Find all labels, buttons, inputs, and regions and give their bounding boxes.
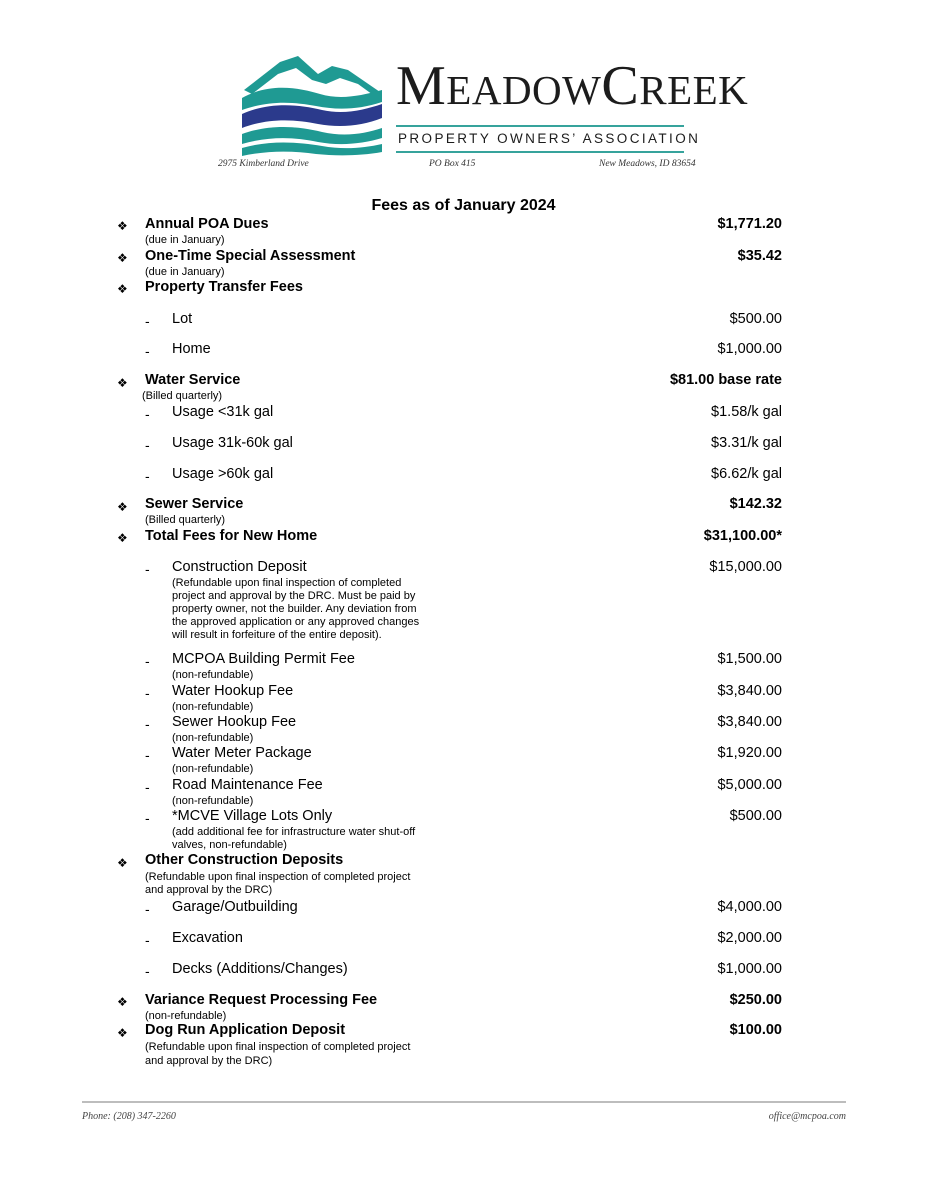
other-deposits-label: Other Construction Deposits xyxy=(145,852,344,868)
mcve-note-1: (add additional fee for infrastructure water shut-off xyxy=(172,826,416,838)
bullet-icon: ❖ xyxy=(117,282,128,296)
construction-deposit-note-1: (Refundable upon final inspection of completed xyxy=(172,577,402,589)
dash-icon: - xyxy=(145,779,150,795)
bullet-icon: ❖ xyxy=(117,531,128,545)
dash-icon: - xyxy=(145,468,150,484)
bullet-icon: ❖ xyxy=(117,856,128,870)
brand-second-cap: C xyxy=(601,55,640,117)
dash-icon: - xyxy=(145,932,150,948)
bullet-icon: ❖ xyxy=(117,1026,128,1040)
excavation-label: Excavation xyxy=(172,930,243,946)
brand-divider-bottom xyxy=(396,151,684,153)
dash-icon: - xyxy=(145,747,150,763)
new-home-amount: $31,100.00* xyxy=(703,528,782,544)
bullet-icon: ❖ xyxy=(117,995,128,1009)
brand-divider-top xyxy=(396,125,684,127)
water-hookup-note: (non-refundable) xyxy=(172,701,254,713)
annual-dues-amount: $1,771.20 xyxy=(717,216,782,232)
association-name: PROPERTY OWNERS’ ASSOCIATION xyxy=(398,131,701,146)
other-deposits-note-1: (Refundable upon final inspection of completed project xyxy=(145,871,411,883)
mcve-label: *MCVE Village Lots Only xyxy=(172,808,333,824)
water-usage-3-label: Usage >60k gal xyxy=(172,466,274,482)
sewer-hookup-amount: $3,840.00 xyxy=(717,714,782,730)
garage-label: Garage/Outbuilding xyxy=(172,899,298,915)
road-maintenance-amount: $5,000.00 xyxy=(717,777,782,793)
footer-phone: Phone: (208) 347-2260 xyxy=(82,1111,176,1122)
brand-second-rest: REEK xyxy=(639,67,749,113)
bullet-icon: ❖ xyxy=(117,251,128,265)
transfer-fees-label: Property Transfer Fees xyxy=(145,279,303,295)
dash-icon: - xyxy=(145,653,150,669)
special-assessment-amount: $35.42 xyxy=(737,248,782,264)
dash-icon: - xyxy=(145,963,150,979)
construction-deposit-note-4: the approved application or any approved changes xyxy=(172,616,420,628)
annual-dues-note: (due in January) xyxy=(145,234,225,246)
special-assessment-note: (due in January) xyxy=(145,266,225,278)
dash-icon: - xyxy=(145,561,150,577)
building-permit-note: (non-refundable) xyxy=(172,669,254,681)
page-title: Fees as of January 2024 xyxy=(371,197,556,214)
variance-amount: $250.00 xyxy=(729,992,782,1008)
new-home-label: Total Fees for New Home xyxy=(145,528,318,544)
water-service-amount: $81.00 base rate xyxy=(669,372,782,388)
variance-label: Variance Request Processing Fee xyxy=(145,992,378,1008)
water-usage-2-amount: $3.31/k gal xyxy=(711,435,782,451)
road-maintenance-label: Road Maintenance Fee xyxy=(172,777,323,793)
transfer-lot-amount: $500.00 xyxy=(729,311,782,327)
sewer-hookup-note: (non-refundable) xyxy=(172,732,254,744)
water-usage-1-label: Usage <31k gal xyxy=(172,404,274,420)
brand-first-rest: EADOW xyxy=(446,67,602,113)
water-usage-2-label: Usage 31k-60k gal xyxy=(172,435,293,451)
dash-icon: - xyxy=(145,406,150,422)
water-meter-label: Water Meter Package xyxy=(172,745,312,761)
transfer-home-amount: $1,000.00 xyxy=(717,341,782,357)
bullet-icon: ❖ xyxy=(117,500,128,514)
transfer-lot-label: Lot xyxy=(172,311,193,327)
brand-first-cap: M xyxy=(396,55,447,117)
mcve-amount: $500.00 xyxy=(729,808,782,824)
bullet-icon: ❖ xyxy=(117,376,128,390)
dog-run-note-2: and approval by the DRC) xyxy=(145,1055,273,1067)
dash-icon: - xyxy=(145,313,150,329)
dash-icon: - xyxy=(145,810,150,826)
bullet-icon: ❖ xyxy=(117,219,128,233)
brand-name xyxy=(396,55,749,117)
annual-dues-label: Annual POA Dues xyxy=(145,216,269,232)
dog-run-note-1: (Refundable upon final inspection of completed project xyxy=(145,1041,411,1053)
water-service-note: (Billed quarterly) xyxy=(142,390,223,402)
water-meter-note: (non-refundable) xyxy=(172,763,254,775)
dash-icon: - xyxy=(145,437,150,453)
construction-deposit-note-5: will result in forfeiture of the entire deposit). xyxy=(172,629,382,641)
water-hookup-label: Water Hookup Fee xyxy=(172,683,294,699)
variance-note: (non-refundable) xyxy=(145,1010,227,1022)
dash-icon: - xyxy=(145,716,150,732)
dash-icon: - xyxy=(145,901,150,917)
water-service-label: Water Service xyxy=(145,372,241,388)
construction-deposit-amount: $15,000.00 xyxy=(709,559,782,575)
building-permit-label: MCPOA Building Permit Fee xyxy=(172,651,355,667)
address-street: 2975 Kimberland Drive xyxy=(218,159,309,169)
footer-email[interactable]: office@mcpoa.com xyxy=(768,1111,846,1122)
decks-amount: $1,000.00 xyxy=(717,961,782,977)
water-usage-3-amount: $6.62/k gal xyxy=(711,466,782,482)
mountain-wave-logo-icon xyxy=(240,52,384,156)
building-permit-amount: $1,500.00 xyxy=(717,651,782,667)
dog-run-amount: $100.00 xyxy=(729,1022,782,1038)
dash-icon: - xyxy=(145,343,150,359)
water-hookup-amount: $3,840.00 xyxy=(717,683,782,699)
water-meter-amount: $1,920.00 xyxy=(717,745,782,761)
special-assessment-label: One-Time Special Assessment xyxy=(145,248,356,264)
sewer-hookup-label: Sewer Hookup Fee xyxy=(172,714,297,730)
decks-label: Decks (Additions/Changes) xyxy=(172,961,348,977)
address-po-box: PO Box 415 xyxy=(429,159,476,169)
footer-divider xyxy=(82,1101,846,1103)
sewer-service-note: (Billed quarterly) xyxy=(145,514,226,526)
road-maintenance-note: (non-refundable) xyxy=(172,795,254,807)
sewer-service-label: Sewer Service xyxy=(145,496,244,512)
construction-deposit-label: Construction Deposit xyxy=(172,559,307,575)
water-usage-1-amount: $1.58/k gal xyxy=(711,404,782,420)
excavation-amount: $2,000.00 xyxy=(717,930,782,946)
address-city: New Meadows, ID 83654 xyxy=(599,159,696,169)
construction-deposit-note-3: property owner, not the builder. Any deviation from xyxy=(172,603,417,615)
garage-amount: $4,000.00 xyxy=(717,899,782,915)
dog-run-label: Dog Run Application Deposit xyxy=(145,1022,346,1038)
other-deposits-note-2: and approval by the DRC) xyxy=(145,884,273,896)
construction-deposit-note-2: project and approval by the DRC. Must be paid by xyxy=(172,590,416,602)
transfer-home-label: Home xyxy=(172,341,211,357)
dash-icon: - xyxy=(145,685,150,701)
sewer-service-amount: $142.32 xyxy=(729,496,782,512)
mcve-note-2: valves, non-refundable) xyxy=(172,839,287,851)
